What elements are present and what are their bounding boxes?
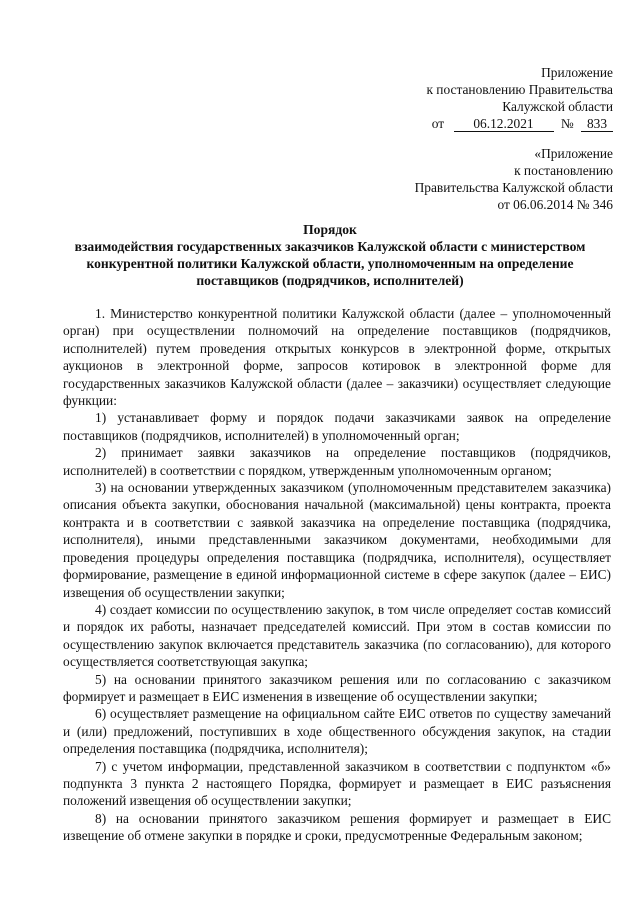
- date-number-line: [426, 115, 613, 132]
- paragraph-item-8: 8) на основании принятого заказчиком решения формирует и размещает в ЕИС извещение об отмене закупки в порядке и сроки, предусмотренные Федеральным законом;: [63, 810, 611, 844]
- date-prefix: от: [431, 116, 445, 131]
- paragraph-item-2: 2) принимает заявки заказчиков на определение поставщиков (подрядчиков, исполнителей) в соответствии с порядком, утвержденным уполномоченным органом;: [63, 445, 611, 478]
- title-line-1: Порядок: [303, 222, 357, 237]
- number-prefix: №: [560, 116, 574, 131]
- original-appendix-label: «Приложение: [534, 146, 613, 161]
- original-resolution-label: к постановлению: [514, 163, 613, 178]
- title-line-2: взаимодействия государственных заказчиков Калужской области с министерством: [74, 239, 586, 254]
- paragraph-1: 1. Министерство конкурентной политики Калужской области (далее – уполномоченный орган) при осуществлении полномочий на определение поставщиков (подрядчиков, исполнителей) путем проведения открытых конкурсов в электронной форме, открытых аукционов в электронной форме, запросов котировок в электронной форме для государственных заказчиков Калужской области (далее – заказчики) осуществляет следующие функции:: [63, 306, 611, 409]
- paragraph-item-6: 6) осуществляет размещение на официальном сайте ЕИС ответов по существу замечаний и (или) предложений, поступивших в ходе общественного обсуждения закупок, на стадии определения поставщика (подрядчика, исполнителя);: [63, 706, 611, 757]
- original-appendix-header: [415, 145, 613, 213]
- appendix-label: Приложение: [541, 65, 613, 80]
- original-date-number: от 06.06.2014 № 346: [497, 197, 613, 212]
- resolution-label: к постановлению Правительства: [426, 82, 613, 97]
- paragraph-item-4: 4) создает комиссии по осуществлению закупок, в том числе определяет состав комиссий и порядок их работы, назначает председателей комиссий. При этом в состав комиссии по осуществлению закупок включается представитель заказчика (по согласованию), для которого осуществляется соответствующая закупка;: [63, 601, 611, 670]
- title-line-3: конкурентной политики Калужской области, уполномоченным на определение: [86, 256, 574, 271]
- paragraph-item-3: 3) на основании утвержденных заказчиком (уполномоченным представителем заказчика) описания объекта закупки, обоснования начальной (максимальной) цены контракта, проекта контракта и в соответствии с заявкой заказчика на определение поставщика (подрядчика, исполнителя), иными представленными заказчиком документами, необходимыми для проведения процедуры определения поставщика (подрядчика, исполнителя), осуществляет формирование, размещение в единой информационной системе в сфере закупок (далее – ЕИС) извещения об осуществлении закупки;: [63, 480, 611, 600]
- paragraph-item-1: 1) устанавливает форму и порядок подачи заказчиками заявок на определение поставщиков (подрядчиков, исполнителей) в уполномоченный орган;: [63, 410, 611, 443]
- paragraph-item-5: 5) на основании принятого заказчиком решения или по согласованию с заказчиком формирует и размещает в ЕИС изменения в извещение об осуществлении закупки;: [63, 671, 611, 704]
- document-body: [63, 305, 611, 845]
- resolution-date: 06.12.2021: [454, 116, 554, 132]
- appendix-header: [426, 64, 613, 132]
- original-government-label: Правительства Калужской области: [414, 180, 613, 195]
- paragraph-item-7: 7) с учетом информации, представленной заказчиком в соответствии с подпунктом «б» подпункта 3 пункта 2 настоящего Порядка, формирует и размещает в ЕИС разъяснения положений извещения об осуществлении закупки;: [63, 758, 611, 809]
- title-line-4: поставщиков (подрядчиков, исполнителей): [196, 273, 464, 288]
- resolution-number: 833: [581, 116, 613, 132]
- region-label: Калужской области: [502, 99, 613, 114]
- document-title: [60, 221, 600, 289]
